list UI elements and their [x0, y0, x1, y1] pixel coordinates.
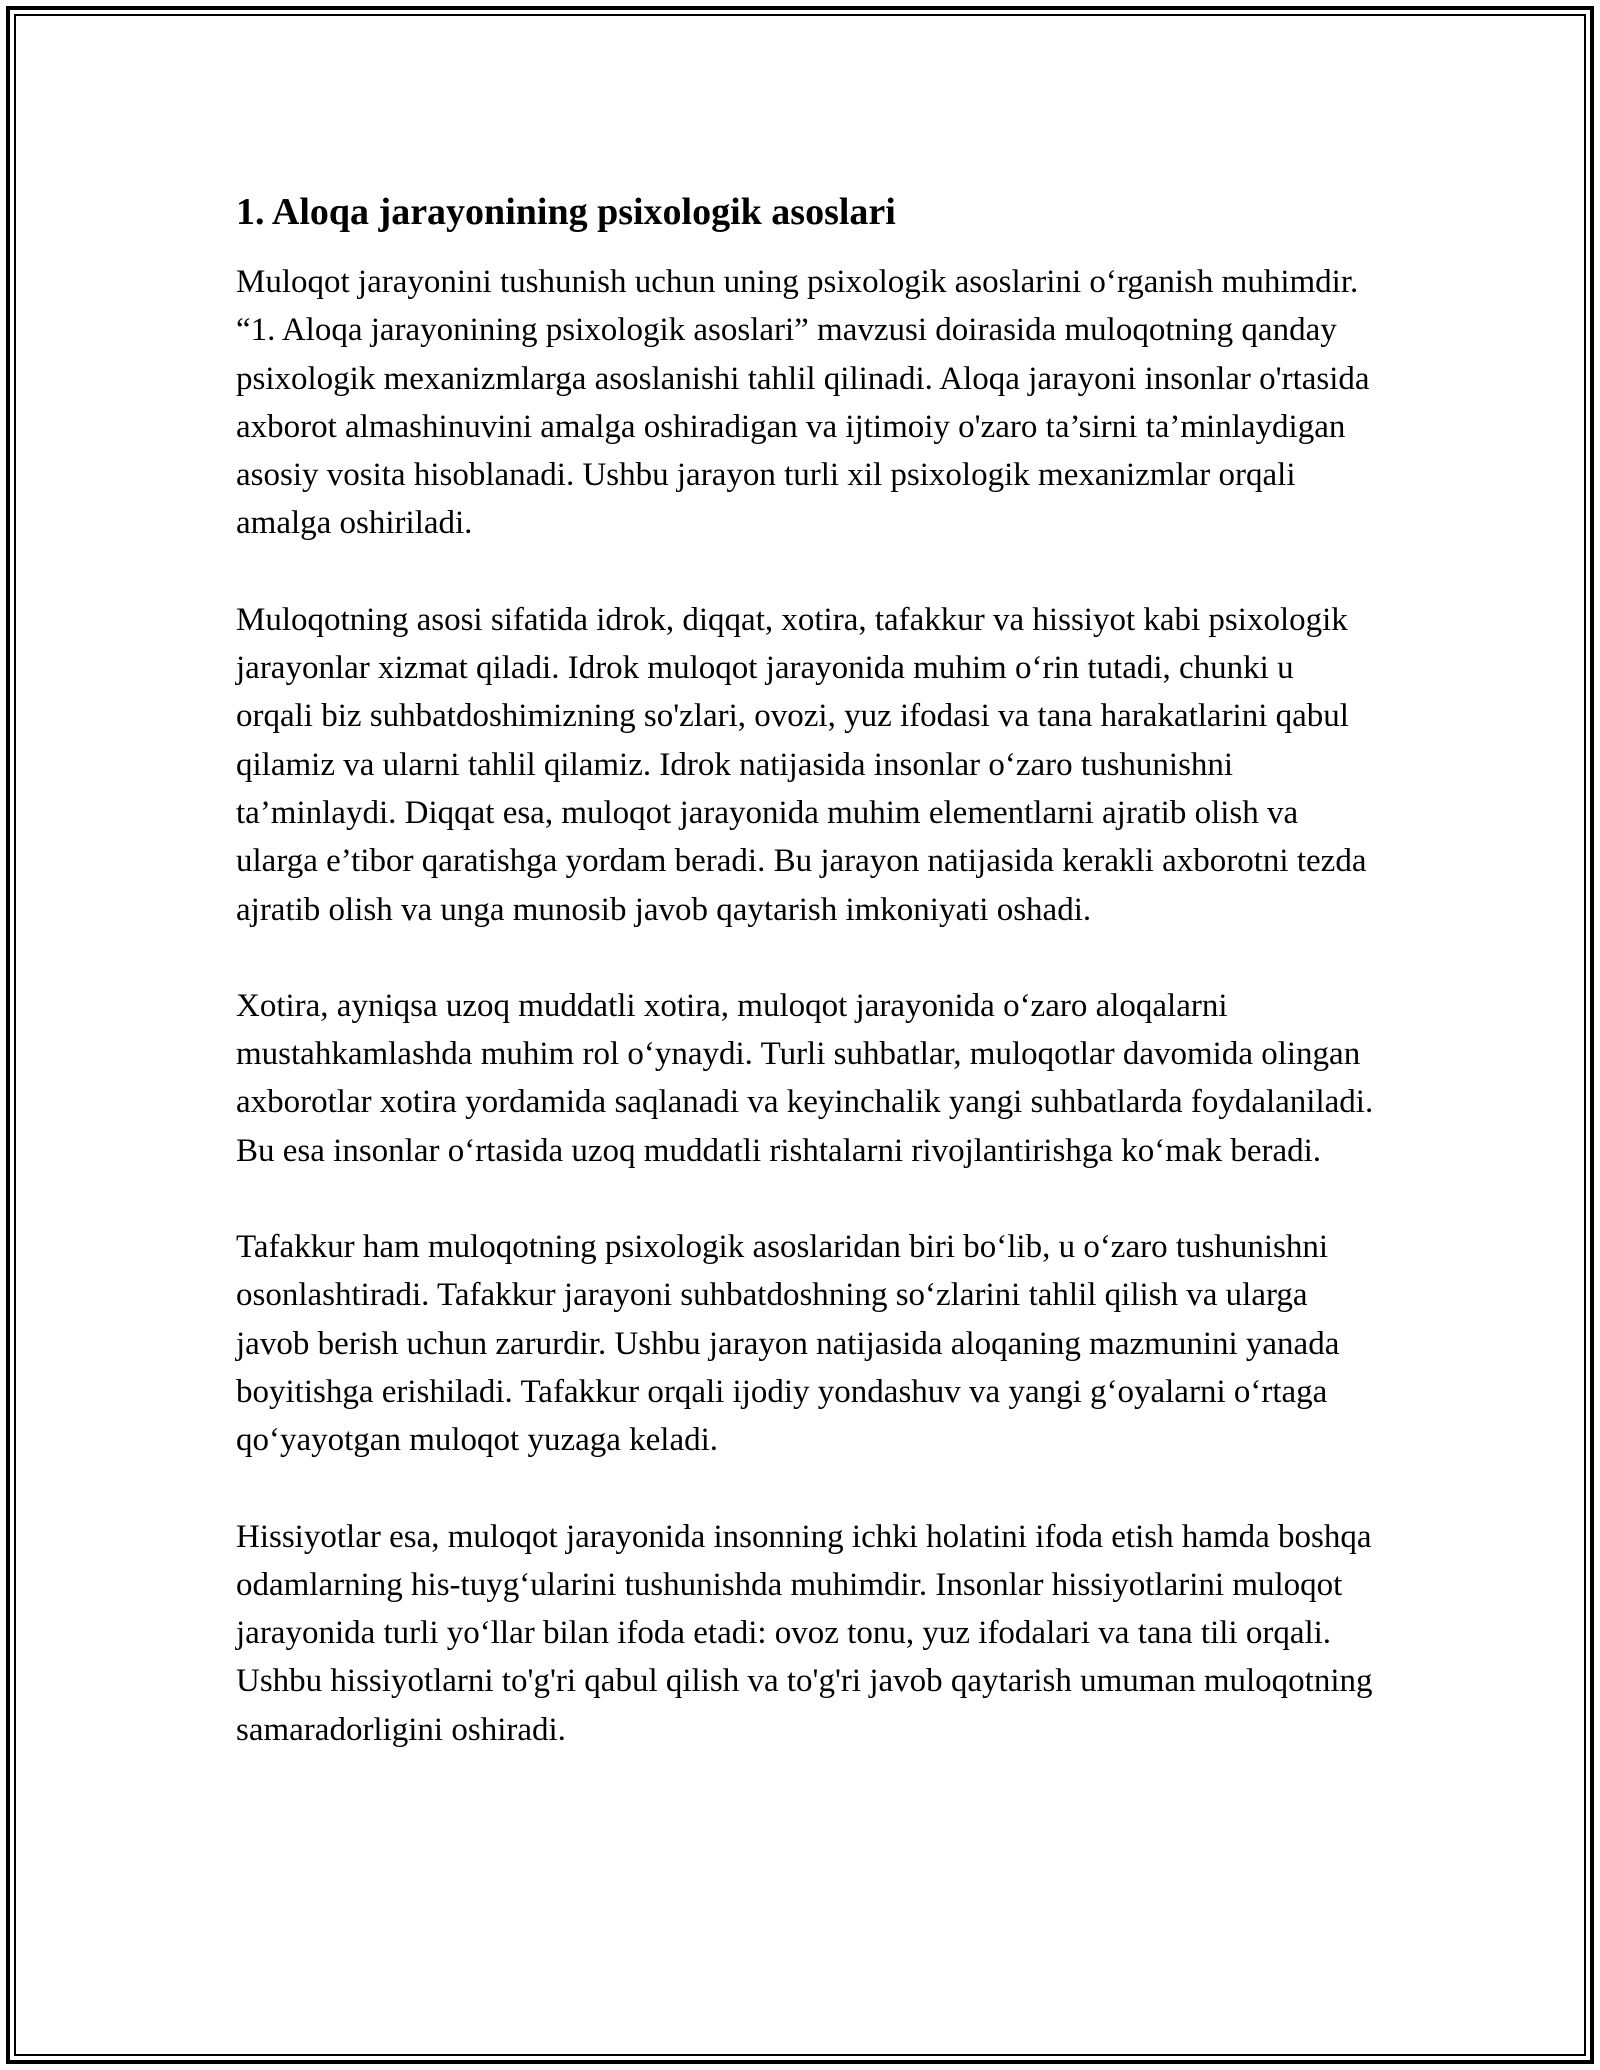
paragraph-3: Xotira, ayniqsa uzoq muddatli xotira, muloqot jarayonida o‘zaro aloqalarni mustahkamlashda muhim rol o‘ynaydi. Turli suhbatlar, muloqotlar davomida olingan axborotlar xotira yordamida saqlanadi va keyinchalik yangi suhbatlarda foydalaniladi. Bu esa insonlar o‘rtasida uzoq muddatli rishtalarni rivojlantirishga ko‘mak beradi.: [236, 987, 1374, 1169]
paragraph-1: Muloqot jarayonini tushunish uchun uning psixologik asoslarini o‘rganish muhimdir. “1. Aloqa jarayonining psixologik asoslari” mavzusi doirasida muloqotning qanday psixologik mexanizmlarga asoslanishi tahlil qilinadi. Aloqa jarayoni insonlar o'rtasida axborot almashinuvini amalga oshiradigan va ijtimoiy o'zaro ta’sirni ta’minlaydigan asosiy vosita hisoblanadi. Ushbu jarayon turli xil psixologik mexanizmlar orqali amalga oshiriladi.: [236, 264, 1370, 542]
paragraph-4: Tafakkur ham muloqotning psixologik asoslaridan biri bo‘lib, u o‘zaro tushunishni osonlashtiradi. Tafakkur jarayoni suhbatdoshning so‘zlarini tahlil qilish va ularga javob berish uchun zarurdir. Ushbu jarayon natijasida aloqaning mazmunini yanada boyitishga erishiladi. Tafakkur orqali ijodiy yondashuv va yangi g‘oyalarni o‘rtaga qo‘yayotgan muloqot yuzaga keladi.: [236, 1229, 1340, 1459]
paragraph-5: Hissiyotlar esa, muloqot jarayonida insonning ichki holatini ifoda etish hamda boshqa odamlarning his-tuyg‘ularini tushunishda muhimdir. Insonlar hissiyotlarini muloqot jarayonida turli yo‘llar bilan ifoda etadi: ovoz tonu, yuz ifodalari va tana tili orqali. Ushbu hissiyotlarni to'g'ri qabul qilish va to'g'ri javob qaytarish umuman muloqotning samaradorligini oshiradi.: [236, 1518, 1373, 1748]
paragraph-2: Muloqotning asosi sifatida idrok, diqqat, xotira, tafakkur va hissiyot kabi psixologik jarayonlar xizmat qiladi. Idrok muloqot jarayonida muhim o‘rin tutadi, chunki u orqali biz suhbatdoshimizning so'zlari, ovozi, yuz ifodasi va tana harakatlarini qabul qilamiz va ularni tahlil qilamiz. Idrok natijasida insonlar o‘zaro tushunishni ta’minlaydi. Diqqat esa, muloqot jarayonida muhim elementlarni ajratib olish va ularga e’tibor qaratishga yordam beradi. Bu jarayon natijasida kerakli axborotni tezda ajratib olish va unga munosib javob qaytarish imkoniyati oshadi.: [236, 601, 1367, 928]
section-heading: 1. Aloqa jarayonining psixologik asoslari: [236, 191, 896, 233]
document-body: [236, 188, 1376, 1754]
